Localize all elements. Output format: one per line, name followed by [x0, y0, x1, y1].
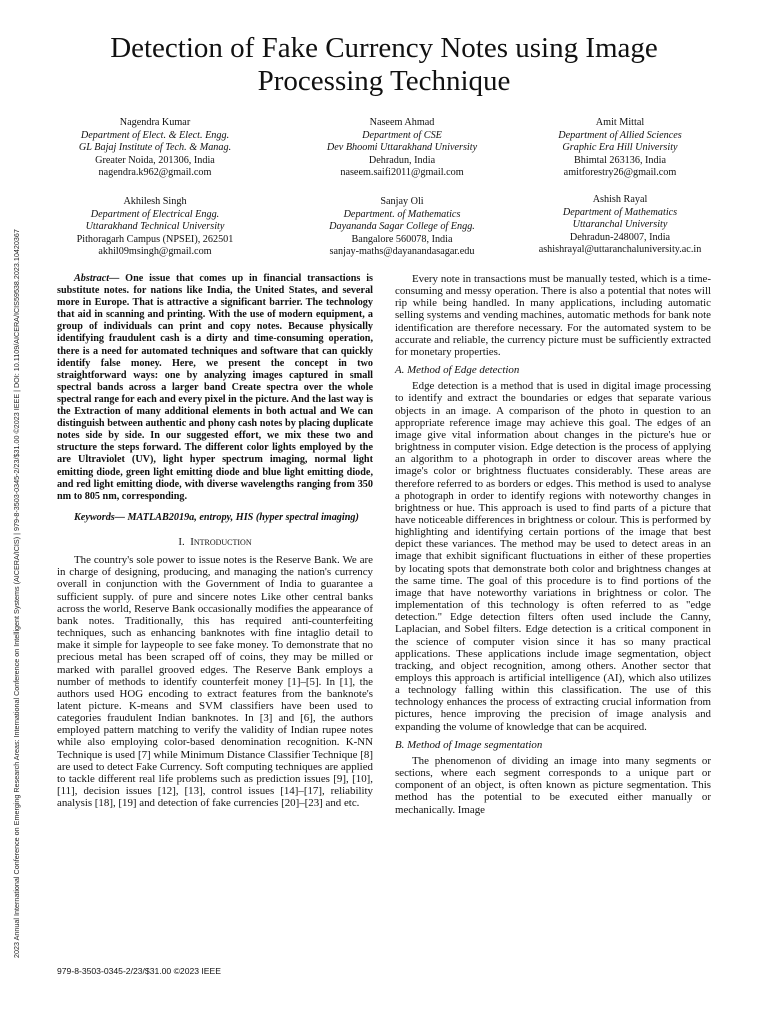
- author-inst: Dayananda Sagar College of Engg.: [329, 221, 475, 233]
- author-name: Amit Mittal: [595, 117, 645, 128]
- author-location: Bangalore 560078, India: [351, 233, 453, 245]
- author-dept: Department of Electrical Engg.: [90, 208, 220, 220]
- copyright-footer: 979-8-3503-0345-2/23/$31.00 ©2023 IEEE: [57, 966, 222, 976]
- author-block: [30, 117, 280, 180]
- author-dept: Department of Mathematics: [562, 206, 678, 218]
- intro-paragraph-2: Every note in transactions must be manually tested, which is a time-consuming and messy operation. There is also a potential that notes will rip while being handled. In many applications, including automatic selling systems and vending machines, automatic methods for bank note identification are therefore necessary. For the automated system to be accurate and reliable, the currency picture must be sufficiently extracted for monetary properties.: [395, 273, 711, 358]
- doi-sidebar-text: 2023 Annual International Conference on Emerging Research Areas: International Conference on Intelligent Systems (AICERA/ICIS) | 979-8-3503-0345-2/23/$31.00 ©2023 IEEE | DOI: 10.1109/AICERA/ICIS59538.2023.10420367: [12, 229, 21, 958]
- author-name: Naseem Ahmad: [369, 117, 435, 128]
- section-heading: [57, 536, 373, 548]
- author-inst: GL Bajaj Institute of Tech. & Manag.: [78, 142, 232, 154]
- author-email: amitforestry26@gmail.com: [563, 167, 677, 179]
- author-block: [486, 194, 754, 257]
- author-email: naseem.saifi2011@gmail.com: [340, 167, 464, 179]
- edge-detection-paragraph: Edge detection is a method that is used in digital image processing to identify and extract the boundaries or edges that separate various objects in an image. A comparison of the photo in question to an appropriate reference image may achieve this goal. The edges of an image give vital information about changes in the picture's hue or brightness in computer vision. Edge detection is the process of applying an algorithm to a photograph in order to discover areas where the image's color or brightness fluctuates considerably. These areas are therefore referred to as borders or edges. This method is used to analyse a photograph in order to identify regions with noteworthy changes in brightness or hue. This approach is used to find parts of a picture that have noticeable differences in brightness or colour. This is performed by highlighting and identifying certain portions of the image that best depict these variances. The method may be used to detect areas in an image that exhibit significant fluctuations in either of these properties by locating spots that demonstrate both color and brightness changes at the same time. The goal of this procedure is to find portions of the image that have noteworthy variations in brightness or color. The implementation of this technology is often referred to as "edge detection." Edge detection filters often used include the Canny, Laplacian, and Sobel filters. Edge detection is a critical component in the science of computer vision since it has so many practical applications. These applications include image segmentation, object tracking, and object recognition, among others. Another sector that employs this approach is artificial intelligence (AI), which also utilizes a technology falling within this classification. The use of this technology enhances the process of extracting crucial information from pictures, hence improving the precision of image analysis and expanding the volume of knowledge that can be acquired.: [395, 380, 711, 733]
- author-dept: Department of CSE: [362, 129, 442, 141]
- paper-title: [40, 32, 728, 98]
- abstract: [57, 273, 373, 503]
- subsection-heading-b: B. Method of Image segmentation: [395, 738, 543, 751]
- author-inst: Uttarakhand Technical University: [85, 221, 225, 233]
- author-location: Greater Noida, 201306, India: [95, 154, 215, 166]
- title-line-2: Processing Technique: [257, 65, 511, 97]
- section-title: Introduction: [190, 535, 252, 548]
- right-column: [395, 273, 711, 816]
- author-inst: Uttaranchal University: [572, 219, 668, 231]
- keywords: Keywords— MATLAB2019a, entropy, HIS (hyper spectral imaging): [74, 511, 359, 523]
- author-name: Nagendra Kumar: [119, 117, 191, 128]
- doi-sidebar: [12, 58, 26, 958]
- left-column: [57, 273, 373, 809]
- author-email: ashishrayal@uttaranchaluniversity.ac.in: [538, 244, 702, 256]
- author-email: akhil09msingh@gmail.com: [98, 246, 212, 258]
- author-block: [495, 117, 745, 180]
- author-dept: Department of Elect. & Elect. Engg.: [80, 129, 230, 141]
- author-name: Ashish Rayal: [592, 194, 648, 205]
- author-block: [30, 196, 280, 259]
- introduction-paragraph: The country's sole power to issue notes is the Reserve Bank. We are in charge of designing, producing, and managing the nation's currency overall in conjunction with the Government of India to guarantee a sufficient supply. of pure and sincere notes Like other central banks across the world, Reserve Bank occasionally modifies the appearance of bank notes. Traditionally, this has required anti-counterfeiting techniques, such as enhancing banknotes with fine intaglio detail to make it simple for laypeople to see fake money. To demonstrate that no precious metal has been scraped off of coins, they may be milled or marked with parallel grooved edges. The Reserve Bank employs a number of methods to identify counterfeit money [1]–[5]. In [1], the authors used HOG encoding to extract features from the banknote's latent picture. K-means and SVM classifiers have been used to categories fraudulent Indian banknotes. In [3] and [6], the authors employed pattern matching to verify the validity of Indian rupee notes while also employing color-based denomination recognition. K-NN Technique is used [7] while Minimum Distance Classifier Technique [8] are used to detect Fake Currency. Soft computing techniques are applied to tackle different real life problems such as prediction issues [9], [10], [11], decision issues [12], [13], control issues [14]–[17], reliability analysis [18], [19] and detection of fake currencies [20]–[23] and etc.: [57, 554, 373, 810]
- author-name: Sanjay Oli: [380, 196, 424, 207]
- title-line-1: Detection of Fake Currency Notes using Image: [110, 32, 658, 64]
- author-location: Pithoragarh Campus (NPSEI), 262501: [76, 233, 234, 245]
- section-number: I.: [178, 535, 185, 548]
- abstract-label: Abstract—: [74, 273, 120, 284]
- author-location: Dehradun, India: [368, 154, 436, 166]
- author-email: sanjay-maths@dayanandasagar.edu: [329, 246, 475, 258]
- author-email: nagendra.k962@gmail.com: [98, 167, 212, 179]
- author-location: Bhimtal 263136, India: [574, 154, 666, 166]
- author-block: [277, 117, 527, 180]
- author-location: Dehradun-248007, India: [569, 231, 671, 243]
- subsection-heading-a: A. Method of Edge detection: [395, 364, 520, 377]
- segmentation-paragraph: The phenomenon of dividing an image into many segments or sections, where each segment corresponds to a unique part or component of an object, is often known as picture segmentation. This method has the potential to be executed either manually or mechanically. Image: [395, 754, 711, 816]
- abstract-text: One issue that comes up in financial transactions is substitute notes. for nations like India, the United States, and several more in Europe. That is attractive a significant barrier. The technology that aid in scanning and printing. With the use of modern equipment, a group of individuals can print and copy notes. Because physically identifying fraudulent cash is a dirty and time-consuming operation, there is a need for automated techniques and software that can quickly identify false money. Here, we present the concept in two straightforward ways: one by analyzing images captured in small spectral bands across a larger band Create spectra over the whole spectral range for each and every pixel in the picture. And the last way is the Extraction of many additional elements in both actual and We can distinguish between authentic and phony cash notes by placing duplicate notes side by side. In our suggested effort, we mix these two and structure the steps forward. The different color lights employed by the are Ultraviolet (UV), light hyper spectrum imaging, normal light emitting diode, green light emitting diode and blue light emitting diode, and red light emitting diode, with diverse wavelengths ranging from 350 nm to 805 nm, corresponding.: [57, 273, 373, 502]
- author-dept: Department of Allied Sciences: [558, 129, 682, 141]
- author-dept: Department. of Mathematics: [343, 208, 461, 220]
- author-inst: Graphic Era Hill University: [562, 142, 678, 154]
- author-name: Akhilesh Singh: [123, 196, 187, 207]
- author-inst: Dev Bhoomi Uttarakhand University: [326, 142, 478, 154]
